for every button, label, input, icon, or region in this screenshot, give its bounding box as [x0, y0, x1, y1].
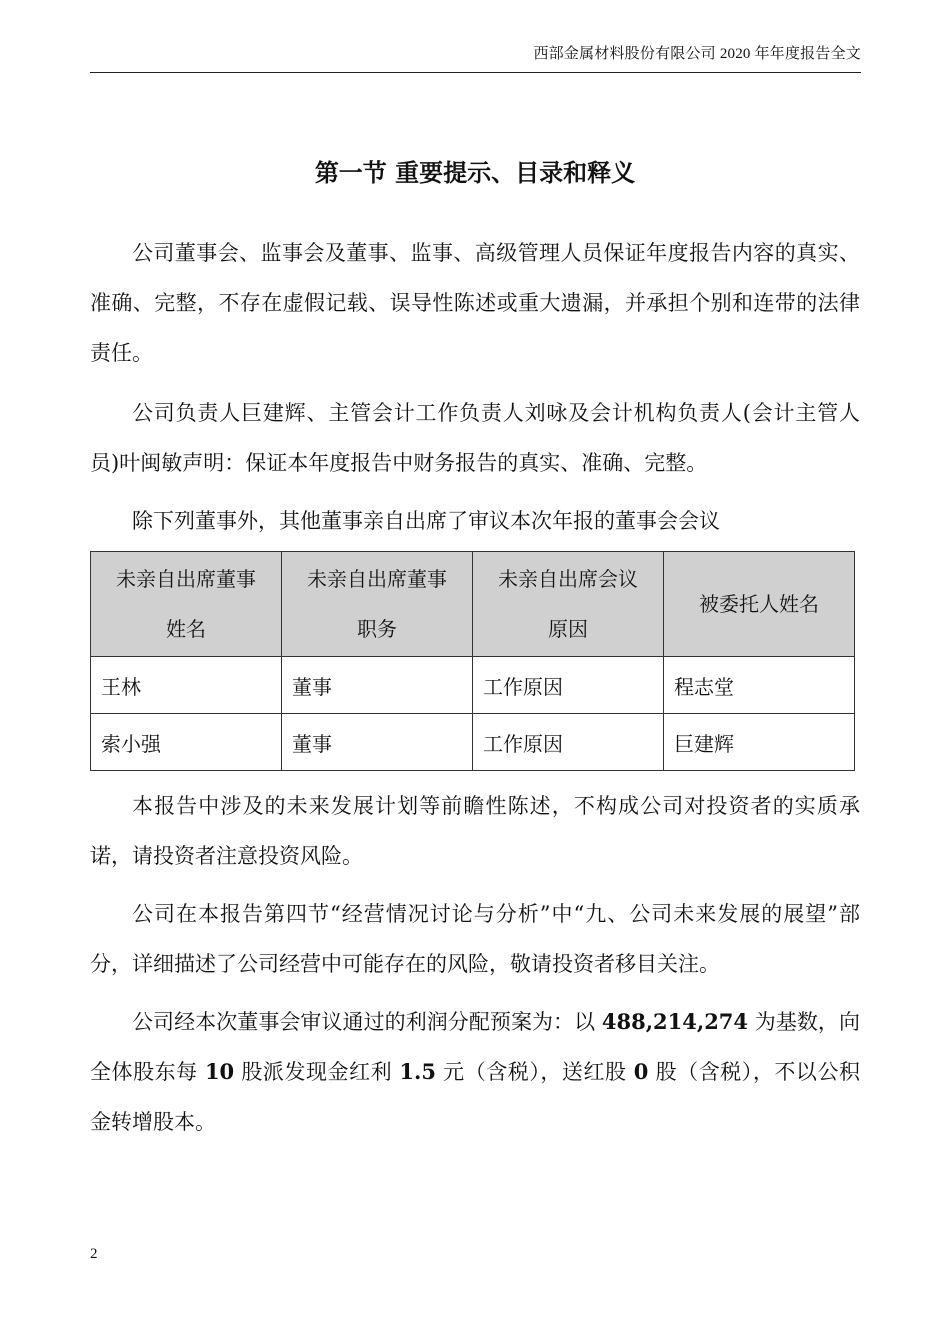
header-absent-director-name: 未亲自出席董事 姓名 [91, 552, 282, 657]
cash-dividend-amount: 1.5 [399, 1059, 436, 1084]
table-row [91, 657, 855, 714]
cell-director-position: 董事 [282, 657, 473, 714]
cell-proxy-name: 巨建辉 [664, 714, 855, 771]
bonus-share-count: 0 [633, 1059, 649, 1084]
header-proxy-name: 被委托人姓名 [664, 552, 855, 657]
paragraph-forward-looking-disclaimer: 本报告中涉及的未来发展计划等前瞻性陈述，不构成公司对投资者的实质承诺，请投资者注意投资风险。 [90, 794, 860, 868]
paragraph-absent-directors-intro: 除下列董事外，其他董事亲自出席了审议本次年报的董事会会议 [132, 509, 720, 533]
cell-director-name: 索小强 [91, 714, 282, 771]
cell-director-position: 董事 [282, 714, 473, 771]
running-header: 西部金属材料股份有限公司 2020 年年度报告全文 [533, 46, 861, 62]
header-absence-reason: 未亲自出席会议 原因 [473, 552, 664, 657]
paragraph-risk-reference: 公司在本报告第四节“经营情况讨论与分析”中“九、公司未来发展的展望”部分，详细描述了公司经营中可能存在的风险，敬请投资者移目关注。 [90, 902, 860, 976]
paragraph-responsibility-statement: 公司董事会、监事会及董事、监事、高级管理人员保证年度报告内容的真实、准确、完整，不存在虚假记载、误导性陈述或重大遗漏，并承担个别和连带的法律责任。 [90, 241, 860, 365]
base-share-count: 488,214,274 [601, 1009, 749, 1034]
cell-absence-reason: 工作原因 [473, 657, 664, 714]
cell-director-name: 王林 [91, 657, 282, 714]
cell-absence-reason: 工作原因 [473, 714, 664, 771]
section-title: 第一节 重要提示、目录和释义 [314, 158, 636, 187]
page-number: 2 [90, 1246, 98, 1262]
header-divider [90, 72, 861, 73]
header-absent-director-position: 未亲自出席董事 职务 [282, 552, 473, 657]
cell-proxy-name: 程志堂 [664, 657, 855, 714]
table-header-row [91, 552, 855, 657]
absent-directors-table [90, 551, 855, 771]
per-share-unit: 10 [204, 1059, 235, 1084]
table-row [91, 714, 855, 771]
paragraph-executive-declaration: 公司负责人巨建辉、主管会计工作负责人刘咏及会计机构负责人(会计主管人员)叶闽敏声明：保证本年度报告中财务报告的真实、准确、完整。 [90, 401, 860, 475]
paragraph-profit-distribution: 公司经本次董事会审议通过的利润分配预案为：以 488,214,274 为基数，向全体股东每 10 股派发现金红利 1.5 元（含税），送红股 0 股（含税），不以公积金转增股本。 [90, 1009, 860, 1134]
